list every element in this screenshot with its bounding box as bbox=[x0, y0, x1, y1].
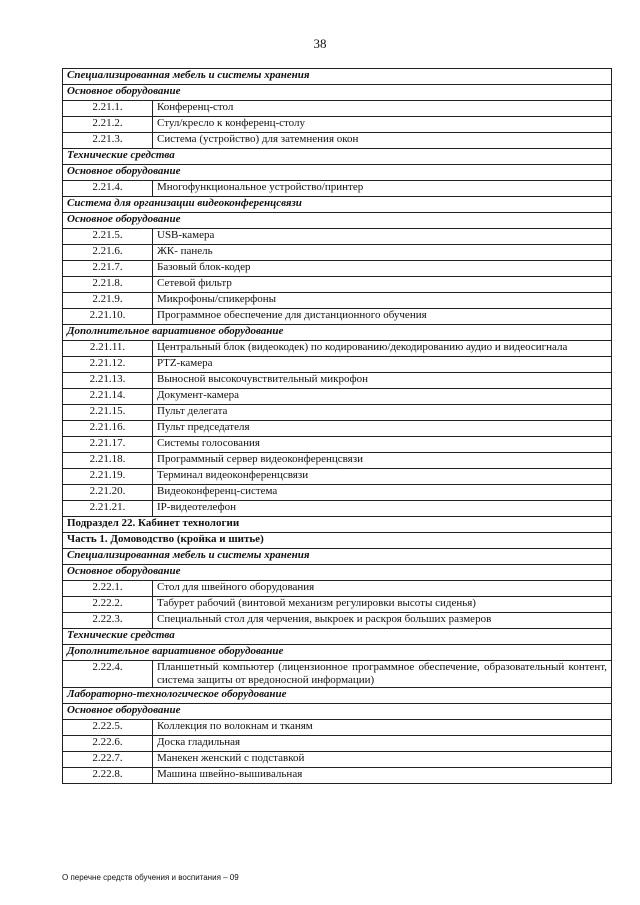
table-row bbox=[63, 485, 612, 501]
section-heading: Технические средства bbox=[63, 149, 612, 165]
item-name: Пульт делегата bbox=[153, 405, 612, 421]
item-name: Системы голосования bbox=[153, 437, 612, 453]
table-row bbox=[63, 293, 612, 309]
section-heading: Специализированная мебель и системы хранения bbox=[63, 549, 612, 565]
item-code: 2.21.21. bbox=[63, 501, 153, 517]
table-row bbox=[63, 661, 612, 688]
item-name: Центральный блок (видеокодек) по кодированию/декодированию аудио и видеосигнала bbox=[153, 341, 612, 357]
section-heading-row bbox=[63, 629, 612, 645]
table-row bbox=[63, 357, 612, 373]
item-code: 2.22.4. bbox=[63, 661, 153, 688]
section-heading: Технические средства bbox=[63, 629, 612, 645]
item-code: 2.21.9. bbox=[63, 293, 153, 309]
item-name: Сетевой фильтр bbox=[153, 277, 612, 293]
table-row bbox=[63, 133, 612, 149]
section-heading-row bbox=[63, 517, 612, 533]
item-code: 2.21.7. bbox=[63, 261, 153, 277]
item-code: 2.21.3. bbox=[63, 133, 153, 149]
table-row bbox=[63, 101, 612, 117]
table-row bbox=[63, 341, 612, 357]
item-name: Специальный стол для черчения, выкроек и раскроя больших размеров bbox=[153, 613, 612, 629]
item-name: Видеоконференц-система bbox=[153, 485, 612, 501]
item-name: Конференц-стол bbox=[153, 101, 612, 117]
item-name: Выносной высокочувствительный микрофон bbox=[153, 373, 612, 389]
item-name: Манекен женский с подставкой bbox=[153, 752, 612, 768]
item-code: 2.21.10. bbox=[63, 309, 153, 325]
item-code: 2.21.5. bbox=[63, 229, 153, 245]
item-code: 2.21.1. bbox=[63, 101, 153, 117]
item-name: Программное обеспечение для дистанционного обучения bbox=[153, 309, 612, 325]
table-row bbox=[63, 469, 612, 485]
section-heading: Специализированная мебель и системы хранения bbox=[63, 69, 612, 85]
item-name: Планшетный компьютер (лицензионное программное обеспечение, образовательный контент, система защиты от вредоносной информации) bbox=[153, 661, 612, 688]
table-row bbox=[63, 405, 612, 421]
item-code: 2.21.20. bbox=[63, 485, 153, 501]
item-code: 2.21.16. bbox=[63, 421, 153, 437]
table-row bbox=[63, 389, 612, 405]
section-heading: Подраздел 22. Кабинет технологии bbox=[63, 517, 612, 533]
table-row bbox=[63, 229, 612, 245]
item-name: ЖК- панель bbox=[153, 245, 612, 261]
item-name: Стол для швейного оборудования bbox=[153, 581, 612, 597]
item-name: Доска гладильная bbox=[153, 736, 612, 752]
table-row bbox=[63, 597, 612, 613]
table-row bbox=[63, 501, 612, 517]
item-code: 2.21.13. bbox=[63, 373, 153, 389]
item-name: Машина швейно-вышивальная bbox=[153, 768, 612, 784]
item-name: Программный сервер видеоконференцсвязи bbox=[153, 453, 612, 469]
section-heading-row bbox=[63, 69, 612, 85]
section-heading-row bbox=[63, 165, 612, 181]
section-heading: Дополнительное вариативное оборудование bbox=[63, 645, 612, 661]
section-heading: Лабораторно-технологическое оборудование bbox=[63, 688, 612, 704]
section-heading-row bbox=[63, 149, 612, 165]
table-row bbox=[63, 453, 612, 469]
item-code: 2.22.6. bbox=[63, 736, 153, 752]
item-name: Многофункциональное устройство/принтер bbox=[153, 181, 612, 197]
section-heading: Дополнительное вариативное оборудование bbox=[63, 325, 612, 341]
item-code: 2.21.19. bbox=[63, 469, 153, 485]
item-name: Терминал видеоконференцсвязи bbox=[153, 469, 612, 485]
item-code: 2.21.11. bbox=[63, 341, 153, 357]
item-code: 2.22.5. bbox=[63, 720, 153, 736]
table-row bbox=[63, 720, 612, 736]
table-row bbox=[63, 261, 612, 277]
item-code: 2.22.7. bbox=[63, 752, 153, 768]
item-name: USB-камера bbox=[153, 229, 612, 245]
item-name: IP-видеотелефон bbox=[153, 501, 612, 517]
table-row bbox=[63, 117, 612, 133]
item-name: Табурет рабочий (винтовой механизм регулировки высоты сиденья) bbox=[153, 597, 612, 613]
table-row bbox=[63, 373, 612, 389]
item-name: PTZ-камера bbox=[153, 357, 612, 373]
section-heading: Основное оборудование bbox=[63, 85, 612, 101]
item-code: 2.21.18. bbox=[63, 453, 153, 469]
section-heading: Система для организации видеоконференцсвязи bbox=[63, 197, 612, 213]
item-name: Система (устройство) для затемнения окон bbox=[153, 133, 612, 149]
item-code: 2.22.8. bbox=[63, 768, 153, 784]
page-number: 38 bbox=[313, 36, 327, 51]
equipment-table bbox=[62, 68, 612, 784]
item-code: 2.21.4. bbox=[63, 181, 153, 197]
item-code: 2.22.1. bbox=[63, 581, 153, 597]
item-code: 2.21.2. bbox=[63, 117, 153, 133]
section-heading: Основное оборудование bbox=[63, 565, 612, 581]
section-heading-row bbox=[63, 85, 612, 101]
section-heading-row bbox=[63, 549, 612, 565]
item-code: 2.22.2. bbox=[63, 597, 153, 613]
table-row bbox=[63, 613, 612, 629]
section-heading-row bbox=[63, 688, 612, 704]
item-code: 2.21.14. bbox=[63, 389, 153, 405]
item-name: Документ-камера bbox=[153, 389, 612, 405]
table-row bbox=[63, 437, 612, 453]
section-heading-row bbox=[63, 325, 612, 341]
item-name: Пульт председателя bbox=[153, 421, 612, 437]
table-row bbox=[63, 736, 612, 752]
item-code: 2.22.3. bbox=[63, 613, 153, 629]
table-row bbox=[63, 277, 612, 293]
section-heading-row bbox=[63, 704, 612, 720]
table-row bbox=[63, 752, 612, 768]
section-heading-row bbox=[63, 533, 612, 549]
footer-note: О перечне средств обучения и воспитания – 09 bbox=[62, 873, 239, 882]
item-name: Базовый блок-кодер bbox=[153, 261, 612, 277]
table-row bbox=[63, 768, 612, 784]
section-heading-row bbox=[63, 565, 612, 581]
item-code: 2.21.8. bbox=[63, 277, 153, 293]
item-code: 2.21.17. bbox=[63, 437, 153, 453]
item-code: 2.21.15. bbox=[63, 405, 153, 421]
table-row bbox=[63, 581, 612, 597]
table-row bbox=[63, 181, 612, 197]
item-name: Микрофоны/спикерфоны bbox=[153, 293, 612, 309]
item-code: 2.21.12. bbox=[63, 357, 153, 373]
table-row bbox=[63, 421, 612, 437]
section-heading: Часть 1. Домоводство (кройка и шитье) bbox=[63, 533, 612, 549]
section-heading: Основное оборудование bbox=[63, 213, 612, 229]
section-heading-row bbox=[63, 645, 612, 661]
table-row bbox=[63, 309, 612, 325]
table-row bbox=[63, 245, 612, 261]
section-heading-row bbox=[63, 213, 612, 229]
section-heading: Основное оборудование bbox=[63, 704, 612, 720]
section-heading-row bbox=[63, 197, 612, 213]
item-code: 2.21.6. bbox=[63, 245, 153, 261]
item-name: Коллекция по волокнам и тканям bbox=[153, 720, 612, 736]
item-name: Стул/кресло к конференц-столу bbox=[153, 117, 612, 133]
section-heading: Основное оборудование bbox=[63, 165, 612, 181]
